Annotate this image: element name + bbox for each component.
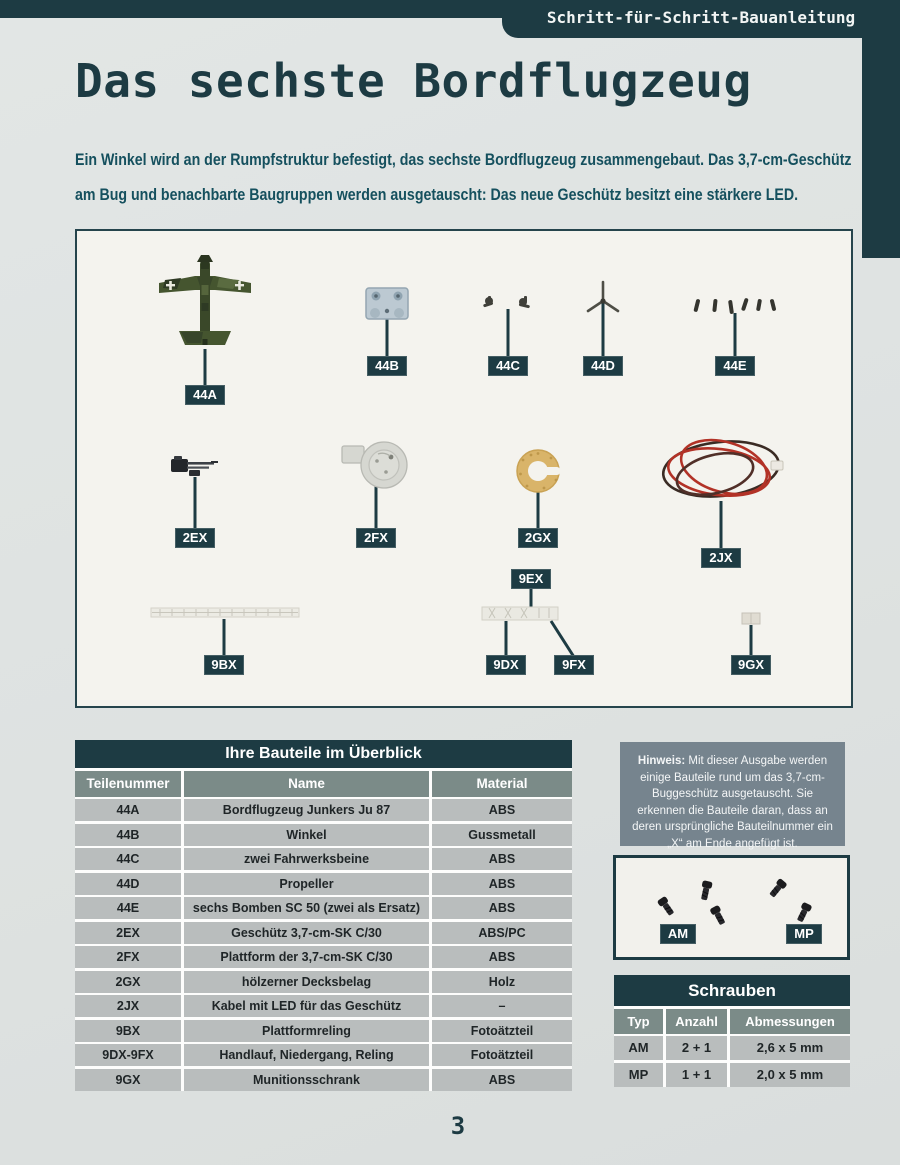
cell-name: Winkel bbox=[184, 824, 429, 846]
part-label-9gx: 9GX bbox=[731, 655, 771, 675]
part-label-9fx: 9FX bbox=[554, 655, 594, 675]
hinweis-text: Mit dieser Ausgabe werden einige Bauteile rund um das 3,7-cm-Buggeschütz ausgetauscht. Sie erkennen die Bauteile daran, dass an deren ursprüngliche Bauteilnummer ein „X“ am Ende angefügt ist. bbox=[632, 755, 833, 850]
screws-photo-box bbox=[613, 855, 850, 960]
cell-material: – bbox=[432, 995, 572, 1017]
table-row bbox=[75, 1020, 572, 1042]
cell-number: 2EX bbox=[75, 922, 181, 944]
part-44d-propeller-image bbox=[583, 279, 623, 319]
col-header-abmessungen: Abmessungen bbox=[730, 1009, 850, 1034]
cell-number: 2GX bbox=[75, 971, 181, 993]
table-row bbox=[614, 1036, 850, 1060]
parts-diagram-panel bbox=[75, 229, 853, 708]
table-row bbox=[75, 799, 572, 821]
part-44e-bombs-image bbox=[689, 295, 781, 319]
cell-typ: MP bbox=[614, 1063, 663, 1087]
table-row bbox=[614, 1063, 850, 1087]
table-row bbox=[75, 946, 572, 968]
table-row bbox=[75, 824, 572, 846]
cell-number: 9DX-9FX bbox=[75, 1044, 181, 1066]
parts-table-header-row bbox=[75, 771, 572, 797]
cell-number: 44E bbox=[75, 897, 181, 919]
table-row bbox=[75, 922, 572, 944]
cell-number: 2FX bbox=[75, 946, 181, 968]
part-label-44b: 44B bbox=[367, 356, 407, 376]
cell-name: Propeller bbox=[184, 873, 429, 895]
col-header-material: Material bbox=[432, 771, 572, 797]
hinweis-label: Hinweis: bbox=[637, 755, 686, 767]
table-row bbox=[75, 995, 572, 1017]
part-label-2fx: 2FX bbox=[356, 528, 396, 548]
cell-name: Bordflugzeug Junkers Ju 87 bbox=[184, 799, 429, 821]
cell-name: Handlauf, Niedergang, Reling bbox=[184, 1044, 429, 1066]
part-label-2gx: 2GX bbox=[518, 528, 558, 548]
cell-number: 2JX bbox=[75, 995, 181, 1017]
parts-table-title: Ihre Bauteile im Überblick bbox=[75, 740, 572, 768]
intro-line-1: Ein Winkel wird an der Rumpfstruktur befestigt, das sechste Bordflugzeug zusammengebaut. Das 3,7-cm-Geschütz bbox=[75, 151, 852, 169]
cell-material: ABS bbox=[432, 1069, 572, 1091]
cell-typ: AM bbox=[614, 1036, 663, 1060]
part-9gx-ammo-locker-image bbox=[741, 612, 761, 625]
col-header-anzahl: Anzahl bbox=[666, 1009, 727, 1034]
part-9bx-railing-image bbox=[150, 605, 300, 621]
col-header-teilenummer: Teilenummer bbox=[75, 771, 181, 797]
cell-material: ABS/PC bbox=[432, 922, 572, 944]
screws-table-title: Schrauben bbox=[614, 975, 850, 1006]
part-9dx-9ex-9fx-railing-image bbox=[481, 605, 559, 622]
cell-name: Plattformreling bbox=[184, 1020, 429, 1042]
cell-name: hölzerner Decksbelag bbox=[184, 971, 429, 993]
banner: Schritt-für-Schritt-Bauanleitung bbox=[502, 0, 900, 38]
cell-number: 44C bbox=[75, 848, 181, 870]
cell-number: 9GX bbox=[75, 1069, 181, 1091]
cell-abmessungen: 2,6 x 5 mm bbox=[730, 1036, 850, 1060]
part-label-9ex: 9EX bbox=[511, 569, 551, 589]
part-44a-airplane-image bbox=[157, 255, 253, 353]
part-label-44e: 44E bbox=[715, 356, 755, 376]
part-2ex-gun-image bbox=[171, 453, 219, 479]
hinweis-note bbox=[620, 742, 845, 850]
cell-name: Munitionsschrank bbox=[184, 1069, 429, 1091]
cell-name: zwei Fahrwerksbeine bbox=[184, 848, 429, 870]
cell-name: Geschütz 3,7-cm-SK C/30 bbox=[184, 922, 429, 944]
cell-name: Plattform der 3,7-cm-SK C/30 bbox=[184, 946, 429, 968]
part-label-44c: 44C bbox=[488, 356, 528, 376]
part-44c-landing-gear-image bbox=[479, 293, 537, 317]
page-title: Das sechste Bordflugzeug bbox=[75, 54, 752, 108]
part-2gx-deck-ring-image bbox=[514, 447, 562, 495]
cell-name: Kabel mit LED für das Geschütz bbox=[184, 995, 429, 1017]
intro-line-2: am Bug und benachbarte Baugruppen werden ausgetauscht: Das neue Geschütz besitzt eine stärkere LED. bbox=[75, 186, 799, 204]
part-label-44d: 44D bbox=[583, 356, 623, 376]
cell-material: Fotoätzteil bbox=[432, 1020, 572, 1042]
part-44b-bracket-image bbox=[365, 287, 409, 321]
screws-table-header-row bbox=[614, 1009, 850, 1034]
table-row bbox=[75, 897, 572, 919]
table-row bbox=[75, 873, 572, 895]
screws-table bbox=[614, 975, 850, 1087]
screw-label-am: AM bbox=[660, 924, 696, 944]
cell-number: 44D bbox=[75, 873, 181, 895]
cell-anzahl: 2 + 1 bbox=[666, 1036, 727, 1060]
cell-material: Holz bbox=[432, 971, 572, 993]
cell-material: ABS bbox=[432, 848, 572, 870]
part-2jx-cable-image bbox=[655, 431, 787, 511]
table-row bbox=[75, 1069, 572, 1091]
cell-name: sechs Bomben SC 50 (zwei als Ersatz) bbox=[184, 897, 429, 919]
col-header-typ: Typ bbox=[614, 1009, 663, 1034]
cell-material: ABS bbox=[432, 946, 572, 968]
cell-anzahl: 1 + 1 bbox=[666, 1063, 727, 1087]
col-header-name: Name bbox=[184, 771, 429, 797]
cell-material: ABS bbox=[432, 799, 572, 821]
screw-label-mp: MP bbox=[786, 924, 822, 944]
part-label-9dx: 9DX bbox=[486, 655, 526, 675]
cell-number: 44B bbox=[75, 824, 181, 846]
intro-paragraph bbox=[75, 143, 900, 213]
parts-table bbox=[75, 740, 572, 1091]
cell-material: Fotoätzteil bbox=[432, 1044, 572, 1066]
table-row bbox=[75, 1044, 572, 1066]
right-edge-strip bbox=[862, 0, 900, 258]
part-label-9bx: 9BX bbox=[204, 655, 244, 675]
cell-material: ABS bbox=[432, 897, 572, 919]
table-row bbox=[75, 971, 572, 993]
page-number: 3 bbox=[450, 1112, 466, 1140]
cell-material: Gussmetall bbox=[432, 824, 572, 846]
cell-number: 44A bbox=[75, 799, 181, 821]
part-label-2ex: 2EX bbox=[175, 528, 215, 548]
part-label-44a: 44A bbox=[185, 385, 225, 405]
table-row bbox=[75, 848, 572, 870]
cell-material: ABS bbox=[432, 873, 572, 895]
part-2fx-platform-image bbox=[341, 439, 411, 489]
cell-abmessungen: 2,0 x 5 mm bbox=[730, 1063, 850, 1087]
cell-number: 9BX bbox=[75, 1020, 181, 1042]
part-label-2jx: 2JX bbox=[701, 548, 741, 568]
